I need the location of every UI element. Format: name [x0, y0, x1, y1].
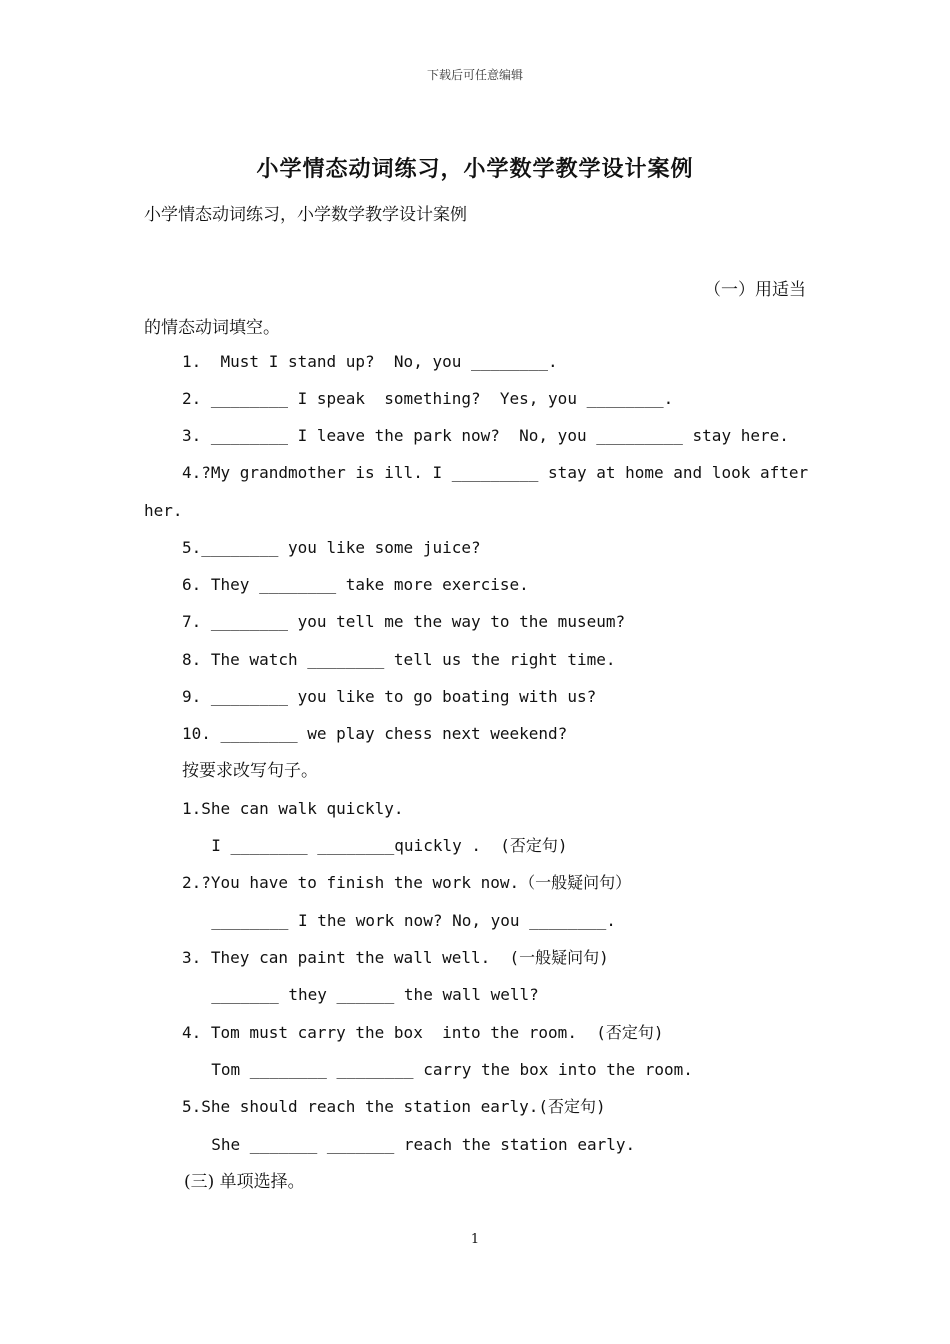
exercise-item: 1. Must I stand up? No, you ________.	[182, 352, 558, 371]
exercise-item: 5.________ you like some juice?	[182, 538, 481, 557]
document-title: 小学情态动词练习，小学数学教学设计案例	[256, 156, 694, 182]
rewrite-item: 2.?You have to finish the work now.（一般疑问句）	[182, 873, 632, 892]
exercise-item: 7. ________ you tell me the way to the museum?	[182, 612, 626, 631]
exercise-item: 9. ________ you like to go boating with us?	[182, 687, 597, 706]
exercise-item: 10. ________ we play chess next weekend?	[182, 724, 568, 743]
exercise-item-continued: her.	[144, 501, 183, 520]
exercise-item: 2. ________ I speak something? Yes, you ________.	[182, 389, 674, 408]
rewrite-item: 4. Tom must carry the box into the room. (否定句)	[182, 1023, 664, 1042]
section2-heading: 按要求改写句子。	[182, 761, 318, 781]
exercise-item: 3. ________ I leave the park now? No, you _________ stay here.	[182, 426, 789, 445]
section3-heading: (三) 单项选择。	[184, 1172, 305, 1192]
rewrite-item: 5.She should reach the station early.(否定句)	[182, 1097, 606, 1116]
rewrite-item: 1.She can walk quickly.	[182, 799, 404, 818]
exercise-item: 8. The watch ________ tell us the right time.	[182, 650, 616, 669]
rewrite-answer: She _______ _______ reach the station early.	[192, 1135, 636, 1154]
rewrite-answer: Tom ________ ________ carry the box into the room.	[192, 1060, 693, 1079]
exercise-item: 6. They ________ take more exercise.	[182, 575, 529, 594]
rewrite-answer: _______ they ______ the wall well?	[192, 985, 539, 1004]
header-note: 下载后可任意编辑	[426, 68, 523, 82]
exercise-item: 4.?My grandmother is ill. I _________ stay at home and look after	[182, 463, 809, 482]
section1-heading-continued: 的情态动词填空。	[144, 318, 280, 338]
page-number: 1	[470, 1232, 480, 1247]
document-subtitle: 小学情态动词练习，小学数学教学设计案例	[144, 205, 467, 225]
rewrite-answer: ________ I the work now? No, you ________.	[192, 911, 616, 930]
section1-heading: （一）用适当	[704, 280, 806, 300]
rewrite-item: 3. They can paint the wall well. (一般疑问句)	[182, 948, 609, 967]
rewrite-answer: I ________ ________quickly . (否定句)	[192, 836, 568, 855]
